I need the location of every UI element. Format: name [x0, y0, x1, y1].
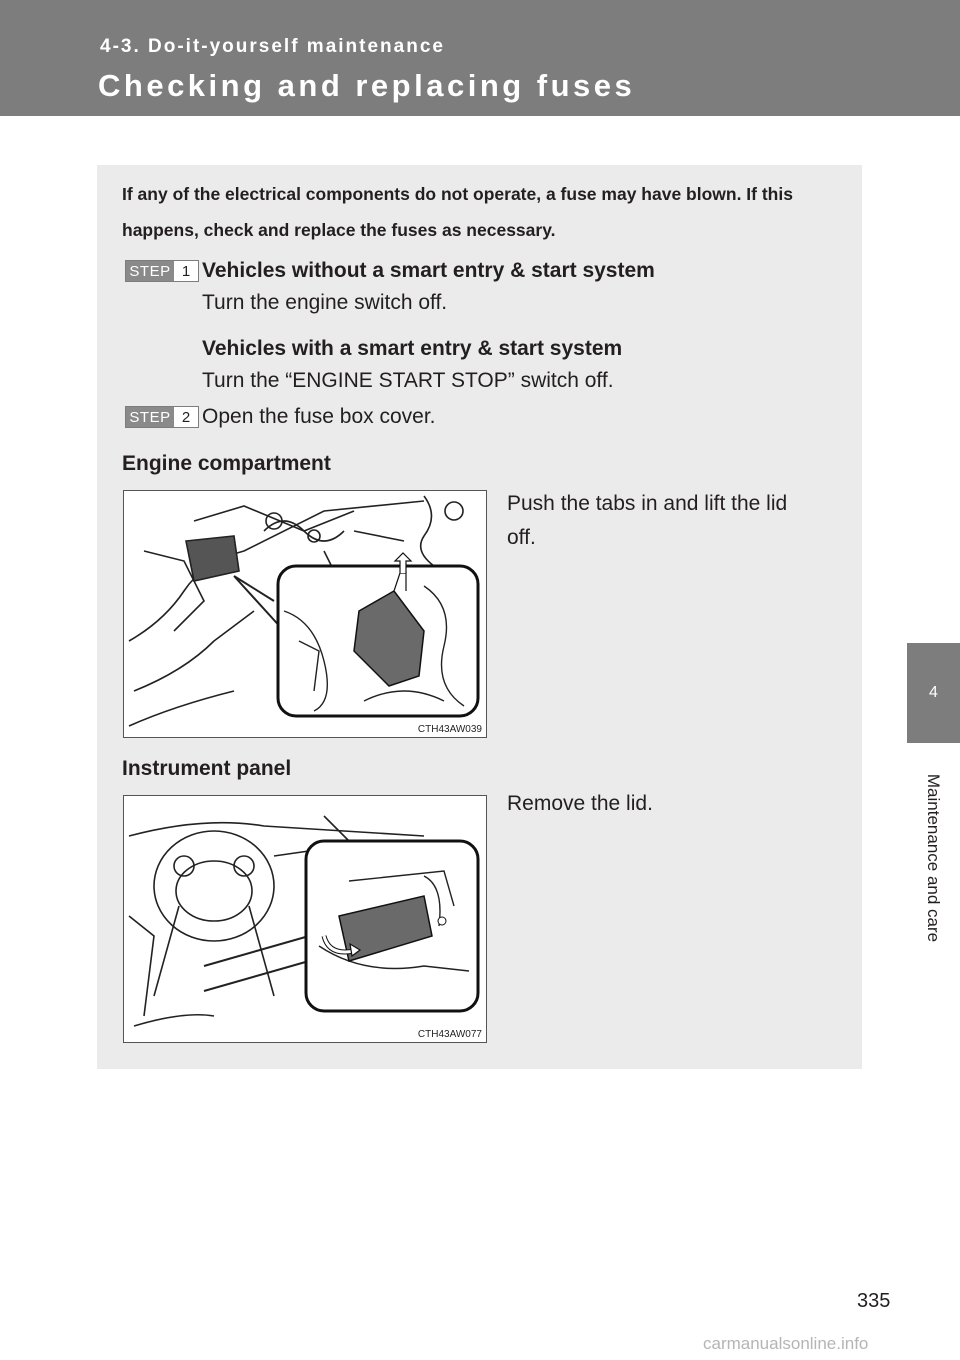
engine-illustration-drawing: [124, 491, 486, 737]
panel-instruction: Remove the lid.: [507, 792, 653, 815]
engine-instruction-line-2: off.: [507, 526, 536, 549]
figure-code: CTH43AW077: [417, 1029, 482, 1040]
engine-instruction: [507, 487, 787, 555]
chapter-tab-label: [907, 748, 960, 968]
engine-instruction-line-1: Push the tabs in and lift the lid: [507, 492, 788, 515]
panel-illustration-drawing: [124, 796, 486, 1042]
section-title: 4-3. Do-it-yourself maintenance: [100, 36, 445, 57]
engine-compartment-illustration: [123, 490, 487, 738]
page-title: Checking and replacing fuses: [98, 68, 636, 103]
step-badge-label: STEP: [126, 261, 174, 281]
engine-compartment-heading: Engine compartment: [122, 452, 331, 475]
step-1-heading-a: Vehicles without a smart entry & start system: [202, 259, 655, 282]
page-number: 335: [857, 1290, 891, 1312]
step-badge-number: 1: [181, 262, 191, 280]
step-2-badge: [125, 406, 199, 428]
step-1-heading-b: Vehicles with a smart entry & start system: [202, 337, 623, 360]
step-1-badge: [125, 260, 199, 282]
step-2-text: Open the fuse box cover.: [202, 405, 436, 428]
step-badge-label: STEP: [126, 407, 174, 427]
instrument-panel-illustration: [123, 795, 487, 1043]
chapter-tab-number: 4: [907, 643, 960, 743]
step-1-text-a: Turn the engine switch off.: [202, 291, 448, 314]
instrument-panel-heading: Instrument panel: [122, 757, 292, 780]
chapter-tab-label-text: Maintenance and care: [924, 773, 944, 943]
watermark: carmanualsonline.info: [703, 1334, 869, 1353]
intro-paragraph: If any of the electrical components do not operate, a fuse may have blown. If this happens, check and replace the fuses as necessary.: [122, 184, 793, 240]
page-header: [0, 0, 960, 116]
step-1-text-b: Turn the “ENGINE START STOP” switch off.: [202, 369, 614, 392]
step-badge-number: 2: [181, 408, 191, 426]
figure-code: CTH43AW039: [417, 724, 482, 735]
